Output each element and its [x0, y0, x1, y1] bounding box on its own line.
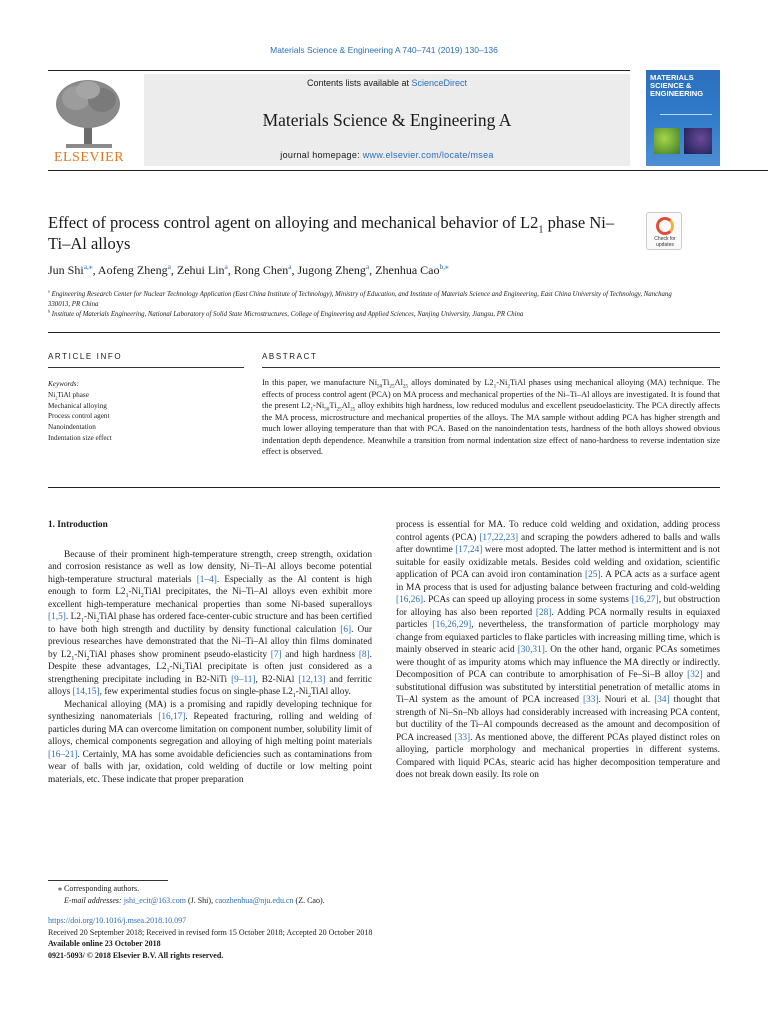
contents-prefix: Contents lists available at [306, 78, 412, 88]
copyright: 0921-5093/ © 2018 Elsevier B.V. All rights reserved. [48, 950, 224, 960]
title-main: Effect of process control agent on alloying and mechanical behavior of L2 [48, 213, 539, 232]
contents-line [144, 78, 630, 88]
affiliation-mark: b [48, 308, 51, 314]
received-dates: Received 20 September 2018; Received in revised form 15 October 2018; Accepted 20 October 2018 [48, 927, 373, 937]
keyword-item: Indentation size effect [48, 433, 112, 442]
author-affiliation-mark[interactable]: a [224, 262, 228, 271]
journal-name: Materials Science & Engineering A [262, 110, 512, 130]
homepage-line [144, 150, 630, 160]
author-name[interactable]: Jugong Zheng [297, 263, 366, 277]
journal-reference[interactable]: Materials Science & Engineering A 740–741 (2019) 130–136 [270, 45, 498, 55]
journal-cover-image[interactable] [646, 70, 720, 166]
cover-micrograph-green [654, 128, 680, 154]
email-who-shi: (J. Shi), [185, 896, 216, 906]
cover-micrograph-purple [684, 128, 712, 154]
intro-paragraph-2: Mechanical alloying (MA) is a promising and rapidly developing technique for synthesizing nanomaterials [16,17]. Repeated fracturing, rolling and welding of particles during MA can overcome limitation on component number, solubility limit of alloys, chemical components segregation and alloying of high melting point materials [16–21]. Certainly, MA has some avoidable deficiencies such as contaminations from wear of balls with jar, oxidation, cold welding of ductile or low melting point materials, etc. These indicate that proper preparation [48, 699, 372, 785]
affiliation-text: Engineering Research Center for Nuclear Technology Application (East China Institute of Technology), Ministry of Education, and Institute of Materials Science and Engineering, East China University of Technology, Nanchang 330013, PR China [48, 291, 672, 308]
body-column-right [396, 519, 720, 782]
footnote-rule [48, 880, 168, 881]
update-check-icon [656, 217, 674, 235]
doi-link[interactable]: https://doi.org/10.1016/j.msea.2018.10.097 [48, 916, 187, 925]
intro-paragraph-1: Because of their prominent high-temperature strength, creep strength, oxidation and corrosion resistance as well as low density, Ni–Ti–Al alloys become potential high-temperature structural materials [1–4]. Especially as the Al content is high enough to form $L2_1-Ni_2TiAl$ precipitates, the Ni–Ti–Al alloys even exhibit more excellent high-temperature mechanical properties than some Ni-based superalloys [1,5]. $L2_1-Ni_2TiAl$ phase has ordered face-center-cubic structure and has been certified to have both high strength and ductility by density functional calculation [6]. Our previous researches have demonstrated that the Ni–Ti–Al alloy thin films dominated by $L2_1-Ni_2TiAl$ phases show prominent pseudo-elasticity [7] and high hardness [8]. Despite these advantages, $L2_1-Ni_2TiAl$ precipitate is often just considered as a strengthening precipitate including in B2-NiTi [9–11], B2-NiAl [12,13] and ferritic alloys [14,15], few experimental studies focus on single-phase $L2_1-Ni_2TiAl$ alloy. [48, 549, 373, 699]
check-updates-label: Check for updates [654, 236, 676, 248]
check-for-updates-button[interactable] [646, 212, 682, 250]
footnotes [48, 883, 720, 908]
available-online: Available online 23 October 2018 [48, 939, 161, 949]
email-who-cao: (Z. Cao). [293, 896, 325, 906]
keywords-list [48, 390, 244, 444]
email-label: E-mail addresses: [64, 896, 124, 906]
article-title [48, 212, 628, 254]
keyword-item: $Ni_2TiAl$ phase [48, 390, 89, 401]
publication-info [48, 915, 720, 961]
keyword-item: Mechanical alloying [48, 401, 107, 410]
corresponding-authors-note: ⁎ Corresponding authors. [58, 884, 140, 893]
sciencedirect-link[interactable]: ScienceDirect [411, 78, 468, 88]
author-name[interactable]: Aofeng Zheng [97, 263, 168, 277]
author-name[interactable]: Jun Shi [48, 263, 84, 277]
intro-paragraph-3: process is essential for MA. To reduce cold welding and oxidation, adding process control agents (PCA) [17,22,23] and scraping the powders adhered to balls and walls after downtime [17,24] were most adopted. The latter method is intermittent and is not suitable for easily oxidizable metals. Besides cold welding and oxidation, scientific application of PCA can avoid iron contamination [25]. A PCA acts as a surface agent in MA process that is used for adjusting balance between fracturing and cold-welding [16,26]. PCAs can speed up alloying process in some systems [16,27], but obstruction for alloying has also been reported [28]. Adding PCA normally results in equiaxed particles [16,26,29], nevertheless, the transformation of particle morphology may change from equiaxed particles to flake particles with increasing milling time, which is mainly observed in stearic acid [30,31]. On the other hand, organic PCAs sometimes were thought of as impurity atoms which may influence the MA directly or indirectly. Decomposition of PCA can contribute to amorphisation of Fe–Si–B alloy [32] and substitutional diffusion was substituted by interstitial penetration of metallic atoms in Ti–Al system as the amount of PCA increased [33]. Nouri et al. [34] thought that strength of Ni–Sn–Nb alloys had considerably increased with increasing PCA content, but ductility of the Ti–Al compounds decreased as the amount and decomposition of PCA increased [33]. As mentioned above, the different PCAs played distinct roles on alloying, particle morphology and mechanical properties in different systems. Compared with liquid PCAs, stearic acid has higher decomposition temperature and does not break down easily. Its role on [396, 520, 721, 780]
author-affiliation-mark[interactable]: a [167, 262, 171, 271]
affiliation-item [48, 290, 688, 310]
author-affiliation-mark[interactable]: a,⁎ [83, 262, 93, 271]
title-end: phase Ni–Ti–Al alloys [48, 213, 615, 253]
divider-top [48, 332, 720, 333]
author-name[interactable]: Rong Chen [233, 263, 289, 277]
keywords-block [48, 379, 244, 444]
keywords-label: Keywords: [48, 380, 79, 388]
cover-divider [660, 114, 712, 124]
cover-title: MATERIALS SCIENCE & ENGINEERING [650, 73, 704, 98]
author-affiliation-mark[interactable]: a [365, 262, 370, 271]
abstract-rule [262, 367, 720, 368]
article-info-rule [48, 367, 244, 368]
author-affiliation-mark[interactable]: a [288, 262, 292, 271]
journal-header [48, 70, 630, 170]
introduction-heading: 1. Introduction [48, 520, 108, 530]
keyword-item: Nanoindentation [48, 423, 96, 432]
author-name[interactable]: Zhenhua Cao [375, 263, 440, 277]
author-name[interactable]: Zehui Lin [176, 263, 225, 277]
elsevier-wordmark: ELSEVIER [53, 150, 125, 165]
title-subscript: 1 [538, 224, 544, 236]
abstract-heading: ABSTRACT [262, 352, 318, 361]
keyword-item: Process control agent [48, 412, 110, 421]
abstract-text: In this paper, we manufacture $Ni_{50}Ti_{25}Al_{25}$ alloys dominated by $L2_1-Ni_2TiAl$ phases using mechanical alloying (MA) technique. The effects of process control agent (PCA) on MA process and mechanical properties of the Ni–Ti–Al alloys are investigated. It is found that the present $L2_1-Ni_{50}Ti_{25}Al_{25}$ alloy exhibits high hardness, low reduced modulus and excellent pseudoelasticity. The PCA directly affects the MA process, microstructure and mechanical properties of the alloys. The MA sample without adding PCA has higher strength and much lower alloying temperature than that with PCA. Based on the nanoindentation tests, hardness of the both alloys showed obvious indentation depth dependence. Meanwhile a transition from normal indentation size effect of nano-hardness to reverse indentation size effect is observed. [262, 378, 720, 456]
author-list: Jun Shi$^{a,⁎}$, Aofeng Zheng$^a$, Zehui Lin$^a$, Rong Chen$^a$, Jugong Zheng$^a$, Zhenhua Cao$^{b,⁎}$ [48, 262, 449, 277]
affiliations [48, 290, 688, 320]
homepage-prefix: journal homepage: [280, 150, 363, 160]
header-bottom-rule [48, 170, 768, 171]
email-link-cao[interactable]: caozhenhua@nju.edu.cn [215, 896, 294, 906]
affiliation-text: Institute of Materials Engineering, National Laboratory of Solid State Microstructures, College of Engineering and Applied Sciences, Nanjing University, Jiangsu, PR China [50, 311, 524, 318]
divider-bottom [48, 487, 720, 488]
affiliation-item [48, 310, 688, 320]
email-link-shi[interactable]: jshi_ecit@163.com [123, 896, 186, 906]
header-top-rule [48, 70, 630, 71]
author-affiliation-mark[interactable]: b,⁎ [439, 262, 449, 271]
affiliation-mark: a [48, 288, 50, 294]
header-band [144, 74, 630, 166]
email-line [48, 895, 720, 907]
article-info-heading: ARTICLE INFO [48, 352, 123, 361]
journal-homepage-link[interactable]: www.elsevier.com/locate/msea [362, 150, 494, 160]
body-column-left [48, 519, 372, 786]
